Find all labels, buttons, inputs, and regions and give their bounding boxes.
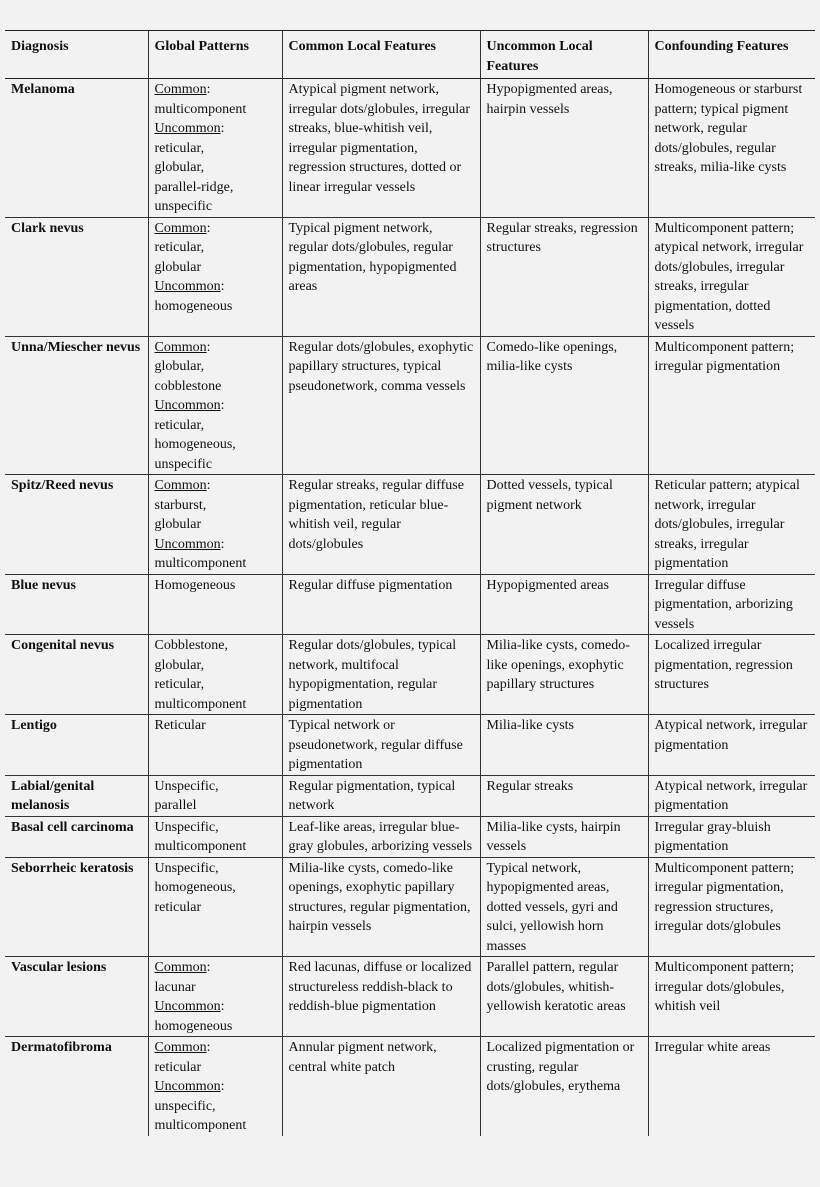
common-local-features-cell: Regular dots/globules, exophytic papillary structures, typical pseudonetwork, comma vessels [282, 336, 480, 475]
global-pattern-line [155, 357, 278, 377]
table-row [5, 857, 815, 957]
confounding-features-cell: Irregular white areas [648, 1037, 815, 1136]
diagnosis-cell: Congenital nevus [11, 638, 115, 653]
global-patterns-cell [148, 217, 282, 336]
common-local-features-cell: Typical pigment network, regular dots/globules, regular pigmentation, hypopigmented areas [282, 217, 480, 336]
global-pattern-text: : [206, 1040, 211, 1055]
global-pattern-text: : [206, 82, 211, 97]
frequency-label: Common [154, 82, 207, 97]
global-pattern-line [155, 978, 278, 998]
diagnosis-cell: Dermatofibroma [11, 1040, 112, 1055]
global-pattern-line [155, 139, 278, 159]
common-local-features-cell: Typical network or pseudonetwork, regular diffuse pigmentation [282, 715, 480, 776]
header-global-patterns: Global Patterns [148, 31, 282, 79]
global-patterns-cell [148, 475, 282, 575]
uncommon-local-features-cell: Milia-like cysts [480, 715, 648, 776]
global-pattern-text: Homogeneous [154, 577, 236, 593]
global-pattern-text: : [220, 398, 225, 413]
global-pattern-line [155, 1116, 278, 1136]
global-pattern-line [155, 1017, 278, 1037]
table-row [5, 1037, 815, 1136]
global-pattern-line [155, 898, 278, 918]
global-pattern-text: unspecific, [154, 1098, 216, 1114]
frequency-label: Common [154, 1040, 207, 1055]
global-pattern-line [155, 576, 278, 596]
global-pattern-line [155, 238, 278, 258]
global-patterns-cell [148, 957, 282, 1037]
table-header [5, 31, 815, 79]
global-pattern-text: unspecific [154, 456, 213, 472]
global-pattern-line [155, 675, 278, 695]
global-pattern-line [155, 859, 278, 879]
uncommon-local-features-cell: Hypopigmented areas [480, 574, 648, 635]
confounding-features-cell: Irregular gray-bluish pigmentation [648, 816, 815, 857]
global-pattern-line [155, 297, 278, 317]
uncommon-local-features-cell: Localized pigmentation or crusting, regular dots/globules, erythema [480, 1037, 648, 1136]
global-pattern-text: : [206, 478, 211, 493]
confounding-features-cell: Reticular pattern; atypical network, irregular dots/globules, irregular streaks, irregular pigmentation [648, 475, 815, 575]
common-local-features-cell: Atypical pigment network, irregular dots/globules, irregular streaks, blue-whitish veil, irregular pigmentation, regression structures, dotted or linear irregular vessels [282, 79, 480, 218]
frequency-label: Uncommon [154, 279, 221, 294]
header-confounding-features: Confounding Features [648, 31, 815, 79]
global-pattern-line [155, 1038, 278, 1058]
global-pattern-line [155, 219, 278, 239]
global-patterns-cell [148, 816, 282, 857]
uncommon-local-features-cell: Hypopigmented areas, hairpin vessels [480, 79, 648, 218]
frequency-label: Uncommon [154, 536, 221, 552]
table-row [5, 475, 815, 575]
uncommon-local-features-cell: Parallel pattern, regular dots/globules, whitish-yellowish keratotic areas [480, 957, 648, 1037]
diagnosis-cell: Labial/genital melanosis [11, 778, 95, 813]
global-pattern-text: reticular [154, 899, 202, 915]
global-pattern-line [155, 258, 278, 278]
global-pattern-text: Cobblestone, [154, 638, 228, 653]
global-pattern-line [155, 535, 278, 555]
diagnosis-cell: Blue nevus [11, 577, 76, 593]
global-patterns-cell [148, 1037, 282, 1136]
global-pattern-text: lacunar [154, 979, 196, 995]
table-row [5, 574, 815, 635]
global-pattern-text: reticular [154, 1059, 202, 1075]
table-row [5, 715, 815, 776]
global-pattern-line [155, 100, 278, 120]
global-pattern-text: multicomponent [154, 1118, 247, 1133]
frequency-label: Uncommon [154, 121, 221, 136]
table-row [5, 816, 815, 857]
global-pattern-text: multicomponent [154, 696, 247, 712]
table-row [5, 957, 815, 1037]
global-pattern-text: multicomponent [154, 101, 247, 117]
confounding-features-cell: Atypical network, irregular pigmentation [648, 715, 815, 776]
global-pattern-line [155, 197, 278, 217]
global-pattern-line [155, 515, 278, 535]
global-patterns-cell [148, 775, 282, 816]
global-pattern-text: parallel [154, 798, 197, 813]
global-pattern-line [155, 878, 278, 898]
global-pattern-text: homogeneous [154, 1018, 233, 1034]
table-row [5, 217, 815, 336]
global-pattern-line [155, 1077, 278, 1097]
global-pattern-text: reticular, [154, 417, 205, 433]
confounding-features-cell: Multicomponent pattern; atypical network, irregular dots/globules, irregular streaks, irregular pigmentation, dotted vessels [648, 217, 815, 336]
confounding-features-cell: Multicomponent pattern; irregular pigmentation, regression structures, irregular dots/globules [648, 857, 815, 957]
frequency-label: Common [154, 339, 207, 355]
diagnosis-cell: Spitz/Reed nevus [11, 478, 114, 493]
common-local-features-cell: Milia-like cysts, comedo-like openings, exophytic papillary structures, regular pigmentation, hairpin vessels [282, 857, 480, 957]
global-patterns-cell [148, 574, 282, 635]
header-diagnosis: Diagnosis [11, 39, 69, 54]
global-pattern-text: : [220, 279, 225, 294]
common-local-features-cell: Annular pigment network, central white patch [282, 1037, 480, 1136]
global-pattern-text: homogeneous, [154, 437, 236, 452]
global-pattern-text: : [220, 121, 225, 136]
global-pattern-line [155, 554, 278, 574]
global-pattern-text: Unspecific, [154, 819, 219, 835]
confounding-features-cell: Multicomponent pattern; irregular dots/globules, whitish veil [648, 957, 815, 1037]
global-pattern-line [155, 695, 278, 715]
diagnosis-cell: Clark nevus [11, 220, 84, 236]
table-row [5, 635, 815, 715]
frequency-label: Common [154, 960, 207, 975]
global-pattern-text: reticular, [154, 677, 205, 692]
global-patterns-cell [148, 336, 282, 475]
global-pattern-text: homogeneous, [154, 880, 236, 895]
global-pattern-line [155, 476, 278, 496]
uncommon-local-features-cell: Milia-like cysts, comedo-like openings, exophytic papillary structures [480, 635, 648, 715]
global-pattern-text: homogeneous [154, 298, 233, 314]
header-row [5, 31, 815, 79]
frequency-label: Common [154, 220, 207, 236]
global-pattern-line [155, 1097, 278, 1117]
global-pattern-line [155, 796, 278, 816]
global-pattern-text: multicomponent [154, 556, 247, 571]
global-pattern-line [155, 636, 278, 656]
global-pattern-line [155, 396, 278, 416]
global-pattern-text: globular, [154, 359, 205, 374]
global-pattern-text: : [206, 339, 211, 355]
global-patterns-cell [148, 635, 282, 715]
global-pattern-text: Unspecific, [154, 860, 219, 876]
global-pattern-text: : [220, 999, 225, 1014]
global-pattern-text: multicomponent [154, 839, 247, 854]
global-pattern-line [155, 277, 278, 297]
global-pattern-line [155, 119, 278, 139]
global-pattern-line [155, 455, 278, 475]
diagnosis-cell: Seborrheic keratosis [11, 860, 134, 876]
frequency-label: Common [154, 478, 207, 493]
frequency-label: Uncommon [154, 1079, 221, 1094]
common-local-features-cell: Red lacunas, diffuse or localized structureless reddish-black to reddish-blue pigmentation [282, 957, 480, 1037]
global-pattern-text: reticular, [154, 140, 205, 156]
global-pattern-text: Reticular [154, 718, 206, 733]
global-pattern-text: unspecific [154, 199, 213, 214]
header-common-local-features: Common Local Features [282, 31, 480, 79]
global-pattern-line [155, 158, 278, 178]
frequency-label: Uncommon [154, 999, 221, 1014]
table-row [5, 775, 815, 816]
global-pattern-line [155, 416, 278, 436]
global-pattern-line [155, 777, 278, 797]
common-local-features-cell: Leaf-like areas, irregular blue-gray globules, arborizing vessels [282, 816, 480, 857]
confounding-features-cell: Multicomponent pattern; irregular pigmentation [648, 336, 815, 475]
common-local-features-cell: Regular dots/globules, typical network, multifocal hypopigmentation, regular pigmentation [282, 635, 480, 715]
common-local-features-cell: Regular streaks, regular diffuse pigmentation, reticular blue-whitish veil, regular dots/globules [282, 475, 480, 575]
confounding-features-cell: Homogeneous or starburst pattern; typical pigment network, regular dots/globules, regular streaks, milia-like cysts [648, 79, 815, 218]
global-pattern-text: cobblestone [154, 378, 222, 394]
diagnosis-cell: Basal cell carcinoma [11, 819, 134, 835]
global-pattern-text: : [206, 220, 211, 236]
diagnosis-cell: Melanoma [11, 82, 75, 97]
dermoscopy-diagnosis-table [5, 30, 815, 1136]
confounding-features-cell: Irregular diffuse pigmentation, arborizing vessels [648, 574, 815, 635]
global-patterns-cell [148, 715, 282, 776]
uncommon-local-features-cell: Regular streaks [480, 775, 648, 816]
diagnosis-cell: Vascular lesions [11, 960, 107, 975]
diagnosis-cell: Lentigo [11, 718, 57, 733]
global-pattern-text: : [220, 536, 225, 552]
global-patterns-cell [148, 857, 282, 957]
global-pattern-text: : [206, 960, 211, 975]
uncommon-local-features-cell: Typical network, hypopigmented areas, dotted vessels, gyri and sulci, yellowish horn masses [480, 857, 648, 957]
global-pattern-line [155, 178, 278, 198]
global-pattern-line [155, 818, 278, 838]
global-pattern-text: globular, [154, 160, 205, 175]
global-pattern-text: parallel-ridge, [154, 179, 234, 195]
global-pattern-line [155, 716, 278, 736]
uncommon-local-features-cell: Regular streaks, regression structures [480, 217, 648, 336]
global-pattern-line [155, 80, 278, 100]
global-pattern-text: globular [154, 259, 202, 275]
global-pattern-text: starburst, [154, 497, 207, 513]
global-patterns-cell [148, 79, 282, 218]
global-pattern-line [155, 1058, 278, 1078]
global-pattern-text: : [220, 1079, 225, 1094]
global-pattern-text: reticular, [154, 240, 205, 255]
table-row [5, 79, 815, 218]
global-pattern-text: Unspecific, [154, 778, 219, 794]
global-pattern-line [155, 958, 278, 978]
global-pattern-text: globular, [154, 657, 205, 673]
diagnosis-cell: Unna/Miescher nevus [11, 339, 141, 355]
global-pattern-line [155, 377, 278, 397]
global-pattern-line [155, 997, 278, 1017]
common-local-features-cell: Regular diffuse pigmentation [282, 574, 480, 635]
global-pattern-line [155, 338, 278, 358]
table-row [5, 336, 815, 475]
global-pattern-line [155, 435, 278, 455]
table-body [5, 79, 815, 1136]
uncommon-local-features-cell: Comedo-like openings, milia-like cysts [480, 336, 648, 475]
frequency-label: Uncommon [154, 398, 221, 413]
uncommon-local-features-cell: Dotted vessels, typical pigment network [480, 475, 648, 575]
header-uncommon-local-features: Uncommon Local Features [480, 31, 648, 79]
uncommon-local-features-cell: Milia-like cysts, hairpin vessels [480, 816, 648, 857]
common-local-features-cell: Regular pigmentation, typical network [282, 775, 480, 816]
global-pattern-line [155, 496, 278, 516]
confounding-features-cell: Localized irregular pigmentation, regression structures [648, 635, 815, 715]
global-pattern-text: globular [154, 517, 202, 532]
confounding-features-cell: Atypical network, irregular pigmentation [648, 775, 815, 816]
global-pattern-line [155, 656, 278, 676]
global-pattern-line [155, 837, 278, 857]
